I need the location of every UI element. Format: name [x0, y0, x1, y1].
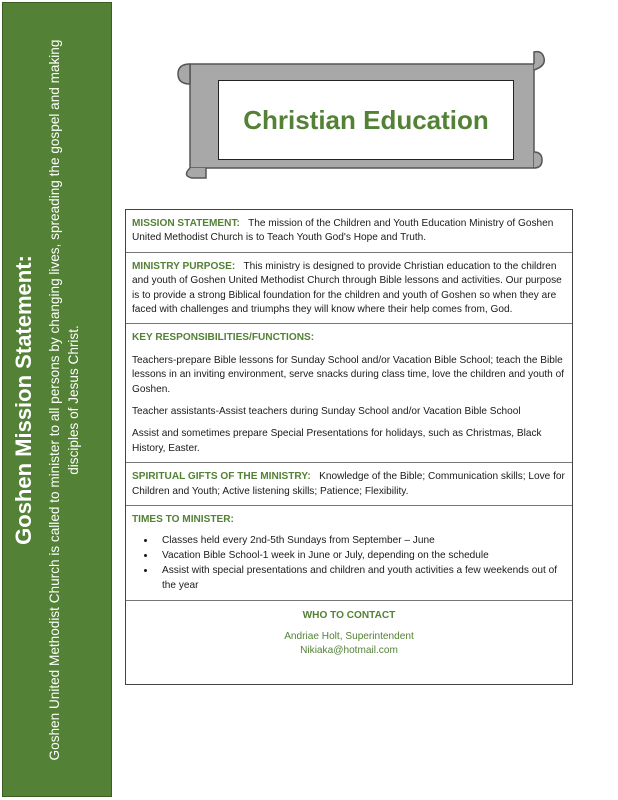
mission-sidebar: [2, 2, 112, 797]
responsibilities-label: KEY RESPONSIBILITIES/FUNCTIONS:: [132, 332, 315, 344]
contact-name: Andriae Holt, Superintendent: [284, 630, 414, 642]
list-item: • Assist with special presentations and children and youth activities a few weekends out of the year: [156, 564, 566, 593]
gifts-section: [126, 463, 572, 506]
ministry-info-table: [125, 209, 573, 685]
list-item: • Vacation Bible School-1 week in June or July, depending on the schedule: [156, 549, 566, 563]
responsibility-item: Teacher assistants-Assist teachers during Sunday School and/or Vacation Bible School: [132, 406, 521, 418]
gifts-label: SPIRITUAL GIFTS OF THE MINISTRY:: [132, 471, 311, 483]
times-list: [132, 534, 566, 594]
sidebar-mission-text: Goshen United Methodist Church is called to minister to all persons by changing lives, spreading the gospel and making disciples of Jesus Christ.: [47, 39, 81, 760]
responsibilities-section: [126, 324, 572, 463]
responsibility-item: Assist and sometimes prepare Special Presentations for holidays, such as Christmas, Black History, Easter.: [132, 428, 542, 454]
sidebar-title: Goshen Mission Statement:: [11, 254, 36, 545]
mission-text: The mission of the Children and Youth Education Ministry of Goshen United Methodist Church is to Teach Youth God's Hope and Truth.: [132, 218, 554, 244]
mission-section: [126, 210, 572, 253]
mission-label: MISSION STATEMENT:: [132, 218, 240, 229]
gifts-text: Knowledge of the Bible; Communication skills; Love for Children and Youth; Active listening skills; Patience; Flexibility.: [132, 471, 565, 497]
purpose-section: [126, 253, 572, 325]
times-label: TIMES TO MINISTER:: [132, 514, 234, 526]
times-section: [126, 506, 572, 601]
title-box: [218, 80, 514, 160]
responsibility-item: Teachers-prepare Bible lessons for Sunday School and/or Vacation Bible School; teach the Bible lessons in an inviting environment, serve snacks during class time, love the children and youth of Goshen.: [132, 354, 565, 395]
sidebar-rotated-content: [5, 20, 109, 780]
contact-section: [126, 601, 572, 684]
purpose-text: This ministry is designed to provide Christian education to the children and youth of Goshen United Methodist Church through Bible lessons and activities. Our purpose is to provide a strong Biblical foundation for the children and youth of Goshen so when they are faced with challenges and triumphs they will know where their help comes from, God.: [132, 260, 562, 316]
contact-email: Nikiaka@hotmail.com: [300, 644, 398, 656]
list-item: • Classes held every 2nd-5th Sundays from September – June: [156, 534, 566, 548]
contact-label: WHO TO CONTACT: [302, 610, 396, 622]
purpose-label: MINISTRY PURPOSE:: [132, 260, 236, 272]
page-title: Christian Education: [243, 104, 489, 135]
